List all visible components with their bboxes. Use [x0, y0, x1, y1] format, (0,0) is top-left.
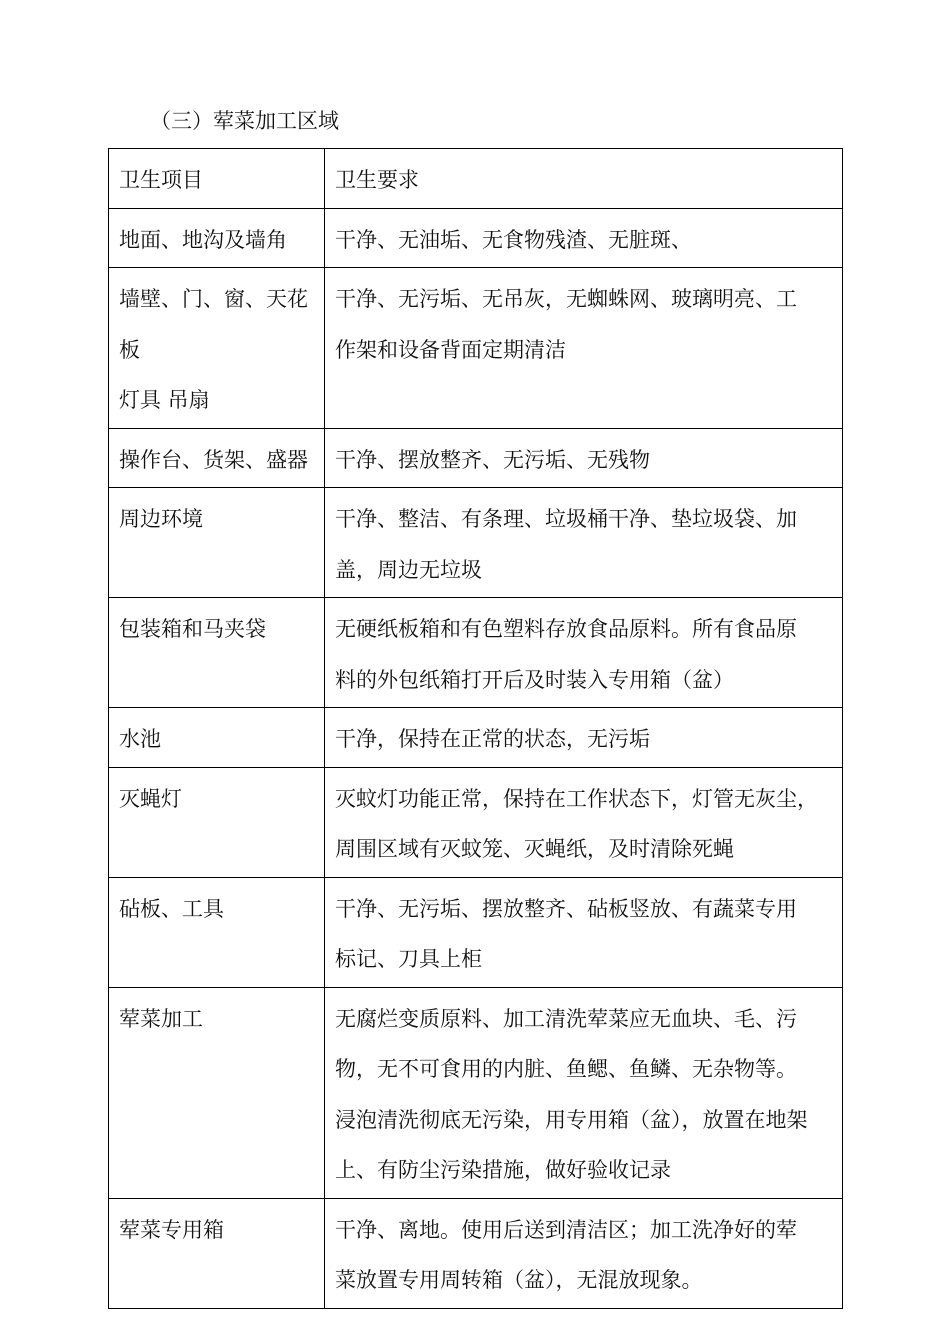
- requirement-cell: [325, 987, 843, 1198]
- item-text-line: 荤菜加工: [119, 1006, 203, 1031]
- item-cell: [109, 767, 325, 877]
- item-text-line: 砧板、工具: [119, 896, 224, 921]
- requirement-text-line: 标记、刀具上柜: [335, 947, 482, 971]
- section-title: （三）荤菜加工区域: [150, 109, 339, 133]
- hygiene-requirements-table: [108, 148, 843, 1309]
- table-row: [109, 208, 843, 268]
- requirement-text-line: 上、有防尘污染措施，做好验收记录: [335, 1158, 671, 1182]
- item-cell: [109, 208, 325, 268]
- table-row: [109, 488, 843, 598]
- requirement-text-line: 菜放置专用周转箱（盆），无混放现象。: [335, 1268, 703, 1292]
- requirement-text-line: 干净、无污垢、摆放整齐、砧板竖放、有蔬菜专用: [335, 896, 797, 921]
- requirement-cell: [325, 877, 843, 987]
- item-text-line: 墙壁、门、窗、天花: [119, 287, 308, 311]
- requirement-text-line: 干净、无污垢、无吊灰，无蜘蛛网、玻璃明亮、工: [335, 287, 797, 311]
- table-header-row: [109, 149, 843, 209]
- requirement-cell: [325, 488, 843, 598]
- item-cell: [109, 708, 325, 768]
- header-requirement-cell: 卫生要求: [325, 149, 843, 209]
- item-text-line: 水池: [119, 727, 161, 751]
- requirement-cell: [325, 708, 843, 768]
- item-text-line: 板: [119, 337, 140, 362]
- item-cell: [109, 987, 325, 1198]
- table-row: [109, 268, 843, 429]
- item-text-line: 操作台、货架、盛器: [119, 447, 308, 472]
- table-row: [109, 987, 843, 1198]
- requirement-text-line: 周围区域有灭蚊笼、灭蝇纸，及时清除死蝇: [335, 837, 734, 861]
- requirement-text-line: 盖，周边无垃圾: [335, 557, 482, 582]
- item-text-line: 地面、地沟及墙角: [119, 227, 287, 252]
- header-item-cell: 卫生项目: [109, 149, 325, 209]
- table-row: [109, 767, 843, 877]
- requirement-text-line: 无硬纸板箱和有色塑料存放食品原料。所有食品原: [335, 617, 797, 641]
- requirement-text-line: 干净，保持在正常的状态，无污垢: [335, 727, 650, 751]
- requirement-text-line: 干净、无油垢、无食物残渣、无脏斑、: [335, 227, 692, 252]
- requirement-cell: [325, 428, 843, 488]
- table-row: [109, 1198, 843, 1308]
- requirement-text-line: 物，无不可食用的内脏、鱼鳃、鱼鳞、无杂物等。: [335, 1057, 797, 1081]
- item-cell: [109, 428, 325, 488]
- item-text-line: 灭蝇灯: [119, 786, 182, 811]
- item-cell: [109, 598, 325, 708]
- requirement-text-line: 作架和设备背面定期清洁: [335, 337, 566, 362]
- table-row: [109, 428, 843, 488]
- requirement-text-line: 干净、整洁、有条理、垃圾桶干净、垫垃圾袋、加: [335, 507, 797, 531]
- table-body: [109, 149, 843, 1309]
- table-row: [109, 877, 843, 987]
- item-cell: [109, 268, 325, 429]
- table-row: [109, 708, 843, 768]
- requirement-text-line: 干净、离地。使用后送到清洁区；加工洗净好的荤: [335, 1217, 797, 1242]
- item-text-line: 包装箱和马夹袋: [119, 617, 266, 641]
- requirement-text-line: 灭蚊灯功能正常，保持在工作状态下，灯管无灰尘，: [335, 786, 818, 811]
- requirement-cell: [325, 268, 843, 429]
- requirement-text-line: 无腐烂变质原料、加工清洗荤菜应无血块、毛、污: [335, 1006, 797, 1031]
- item-text-line: 荤菜专用箱: [119, 1217, 224, 1242]
- requirement-text-line: 浸泡清洗彻底无污染，用专用箱（盆），放置在地架: [335, 1107, 808, 1132]
- requirement-text-line: 干净、摆放整齐、无污垢、无残物: [335, 447, 650, 472]
- requirement-cell: [325, 598, 843, 708]
- item-cell: [109, 877, 325, 987]
- requirement-cell: [325, 1198, 843, 1308]
- item-text-line: 周边环境: [119, 507, 203, 531]
- table-row: [109, 598, 843, 708]
- item-text-line: 灯具 吊扇: [119, 388, 210, 412]
- requirement-cell: [325, 208, 843, 268]
- requirement-text-line: 料的外包纸箱打开后及时装入专用箱（盆）: [335, 667, 734, 692]
- item-cell: [109, 488, 325, 598]
- requirement-cell: [325, 767, 843, 877]
- item-cell: [109, 1198, 325, 1308]
